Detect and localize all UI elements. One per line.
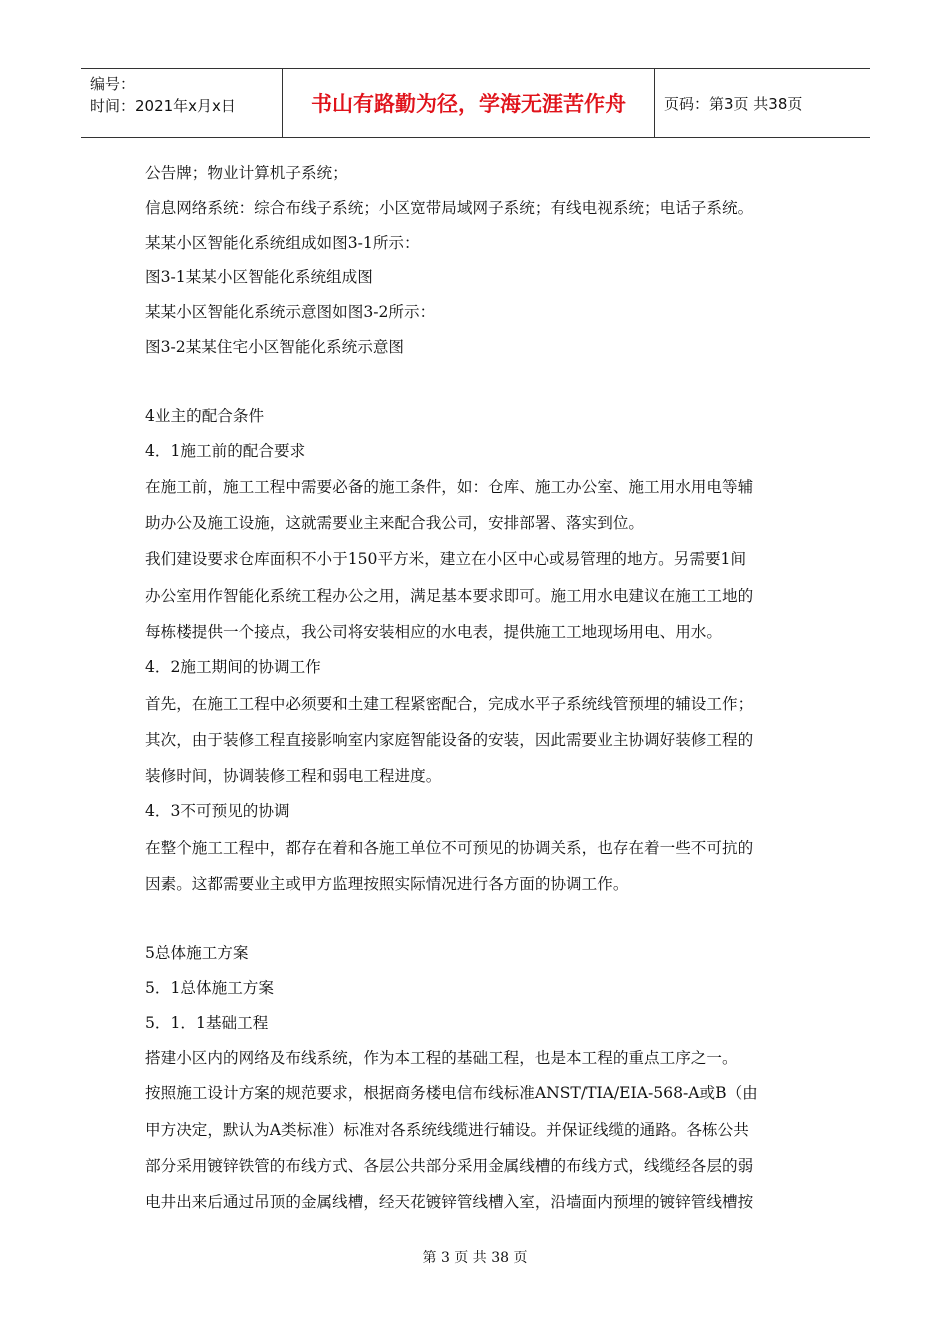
- header-motto: 书山有路勤为径，学海无涯苦作舟: [282, 69, 655, 137]
- body-line: 搭建小区内的网络及布线系统，作为本工程的基础工程，也是本工程的重点工序之一。: [145, 1049, 738, 1067]
- figure-caption: 图3-1某某小区智能化系统组成图: [145, 268, 373, 286]
- figure-caption: 图3-2某某住宅小区智能化系统示意图: [145, 338, 405, 356]
- body-line: 办公室用作智能化系统工程办公之用，满足基本要求即可。施工用水电建议在施工工地的: [145, 587, 754, 605]
- section-heading: 5总体施工方案: [145, 944, 249, 962]
- body-line: 因素。这都需要业主或甲方监理按照实际情况进行各方面的协调工作。: [145, 875, 629, 893]
- body-line: 按照施工设计方案的规范要求，根据商务楼电信布线标准ANST/TIA/EIA-568-A或B（由: [145, 1084, 758, 1102]
- body-line: 甲方决定，默认为A类标准）标准对各系统线缆进行辅设。并保证线缆的通路。各栋公共: [145, 1121, 749, 1139]
- document-date-label: 时间：2021年x月x日: [90, 97, 236, 115]
- body-line: 在施工前，施工工程中需要必备的施工条件，如：仓库、施工办公室、施工用水用电等辅: [145, 478, 754, 496]
- body-line: 公告牌；物业计算机子系统；: [145, 164, 348, 182]
- body-line: 首先，在施工工程中必须要和土建工程紧密配合，完成水平子系统线管预埋的辅设工作；: [145, 695, 754, 713]
- document-number-label: 编号：: [90, 75, 136, 93]
- subsection-heading: 4．1施工前的配合要求: [145, 442, 306, 460]
- body-line: 某某小区智能化系统示意图如图3-2所示：: [145, 303, 436, 321]
- page-footer: 第 3 页 共 38 页: [422, 1250, 528, 1266]
- body-line: 电井出来后通过吊顶的金属线槽，经天花镀锌管线槽入室，沿墙面内预埋的镀锌管线槽按: [145, 1193, 754, 1211]
- header-page-info: 页码：第3页 共38页: [664, 94, 803, 113]
- body-line: 部分采用镀锌铁管的布线方式、各层公共部分采用金属线槽的布线方式，线缆经各层的弱: [145, 1157, 754, 1175]
- subsection-heading: 4．2施工期间的协调工作: [145, 658, 321, 676]
- body-line: 在整个施工工程中，都存在着和各施工单位不可预见的协调关系，也存在着一些不可抗的: [145, 839, 754, 857]
- section-heading: 4业主的配合条件: [145, 407, 265, 425]
- subsection-heading: 4．3不可预见的协调: [145, 802, 290, 820]
- body-line: 我们建设要求仓库面积不小于150平方米，建立在小区中心或易管理的地方。另需要1间: [145, 550, 747, 568]
- body-line: 助办公及施工设施，这就需要业主来配合我公司，安排部署、落实到位。: [145, 514, 645, 532]
- body-line: 每栋楼提供一个接点，我公司将安装相应的水电表，提供施工工地现场用电、用水。: [145, 623, 722, 641]
- header-meta: [81, 69, 282, 137]
- body-line: 其次，由于装修工程直接影响室内家庭智能设备的安装，因此需要业主协调好装修工程的: [145, 731, 754, 749]
- subsection-heading: 5．1．1基础工程: [145, 1014, 269, 1032]
- body-line: 某某小区智能化系统组成如图3-1所示：: [145, 234, 420, 252]
- page-header: [81, 68, 870, 138]
- body-line: 信息网络系统：综合布线子系统；小区宽带局域网子系统；有线电视系统；电话子系统。: [145, 199, 754, 217]
- body-line: 装修时间，协调装修工程和弱电工程进度。: [145, 767, 442, 785]
- subsection-heading: 5．1总体施工方案: [145, 979, 274, 997]
